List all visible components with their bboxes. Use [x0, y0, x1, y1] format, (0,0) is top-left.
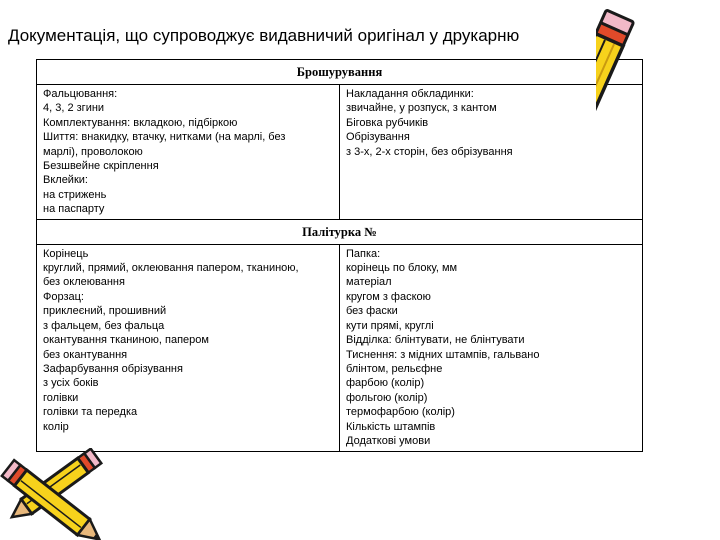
cell-line: без оклеювання	[43, 276, 125, 289]
cell-line: з 3-х, 2-х сторін, без обрізування	[346, 145, 513, 158]
cell-line: 4, 3, 2 згини	[43, 102, 105, 115]
cell-line: фольгою (колір)	[346, 391, 428, 404]
section-content-row	[37, 85, 643, 220]
cell-line: Фальцювання:	[43, 88, 118, 100]
page-title: Документація, що супроводжує видавничий оригінал у друкарню	[8, 26, 520, 45]
cell-line: кругом з фаскою	[346, 290, 431, 303]
cell-line: Кількість штампів	[346, 420, 436, 433]
cell-line: корінець по блоку, мм	[346, 262, 458, 275]
cell-line: голівки	[43, 391, 79, 404]
cell-line: Комплектування: вкладкою, підбіркою	[43, 116, 238, 129]
section-content-row	[37, 244, 643, 451]
cell-line: на паспарту	[43, 203, 105, 216]
binding-right-cell	[340, 244, 643, 451]
cell-line: фарбою (колір)	[346, 377, 425, 390]
cell-line: Додаткові умови	[346, 434, 431, 447]
binding-left-cell	[37, 244, 340, 451]
cell-line: Тиснення: з мідних штампів, гальвано	[346, 348, 540, 361]
cell-line: з усіх боків	[43, 377, 99, 390]
cell-line: Корінець	[43, 247, 89, 260]
section-header-row	[37, 219, 643, 244]
cell-line: приклеєний, прошивний	[43, 305, 167, 318]
cell-line: блінтом, рельєфне	[346, 362, 443, 375]
cell-line: Відділка: блінтувати, не блінтувати	[346, 334, 525, 347]
cell-line: Шиття: внакидку, втачку, нитками (на марлі, без	[43, 131, 286, 144]
brochuring-left-cell	[37, 85, 340, 220]
section-header-brochuring: Брошурування	[37, 60, 643, 85]
cell-line: круглий, прямий, оклеювання папером, тканиною,	[43, 262, 299, 275]
cell-line: на стрижень	[43, 188, 107, 201]
cell-line: Обрізування	[346, 131, 410, 144]
cell-line: звичайне, у розпуск, з кантом	[346, 102, 497, 115]
cell-line: Зафарбування обрізування	[43, 362, 183, 375]
cell-line: Безшвейне скріплення	[43, 160, 159, 173]
documentation-table	[36, 59, 643, 452]
cell-line: Біговка рубчиків	[346, 116, 429, 129]
cell-line: Форзац:	[43, 290, 84, 303]
pencils-icon	[0, 448, 140, 540]
cell-line: голівки та передка	[43, 406, 138, 419]
cell-line: марлі), проволокою	[43, 145, 143, 158]
section-header-binding: Палітурка №	[37, 219, 643, 244]
cell-line: кути прямі, круглі	[346, 319, 434, 332]
cell-line: окантування тканиною, папером	[43, 334, 209, 347]
cell-line: без окантування	[43, 348, 128, 361]
cell-line: з фальцем, без фальца	[43, 319, 165, 332]
cell-line: Накладання обкладинки:	[346, 88, 474, 100]
cell-line: Вклейки:	[43, 174, 88, 187]
cell-line: термофарбою (колір)	[346, 406, 455, 419]
cell-line: матеріал	[346, 276, 392, 289]
cell-line: Папка:	[346, 247, 381, 260]
section-header-row	[37, 60, 643, 85]
cell-line: без фаски	[346, 305, 398, 318]
pencil-icon	[596, 0, 720, 275]
cell-line: колір	[43, 420, 69, 433]
